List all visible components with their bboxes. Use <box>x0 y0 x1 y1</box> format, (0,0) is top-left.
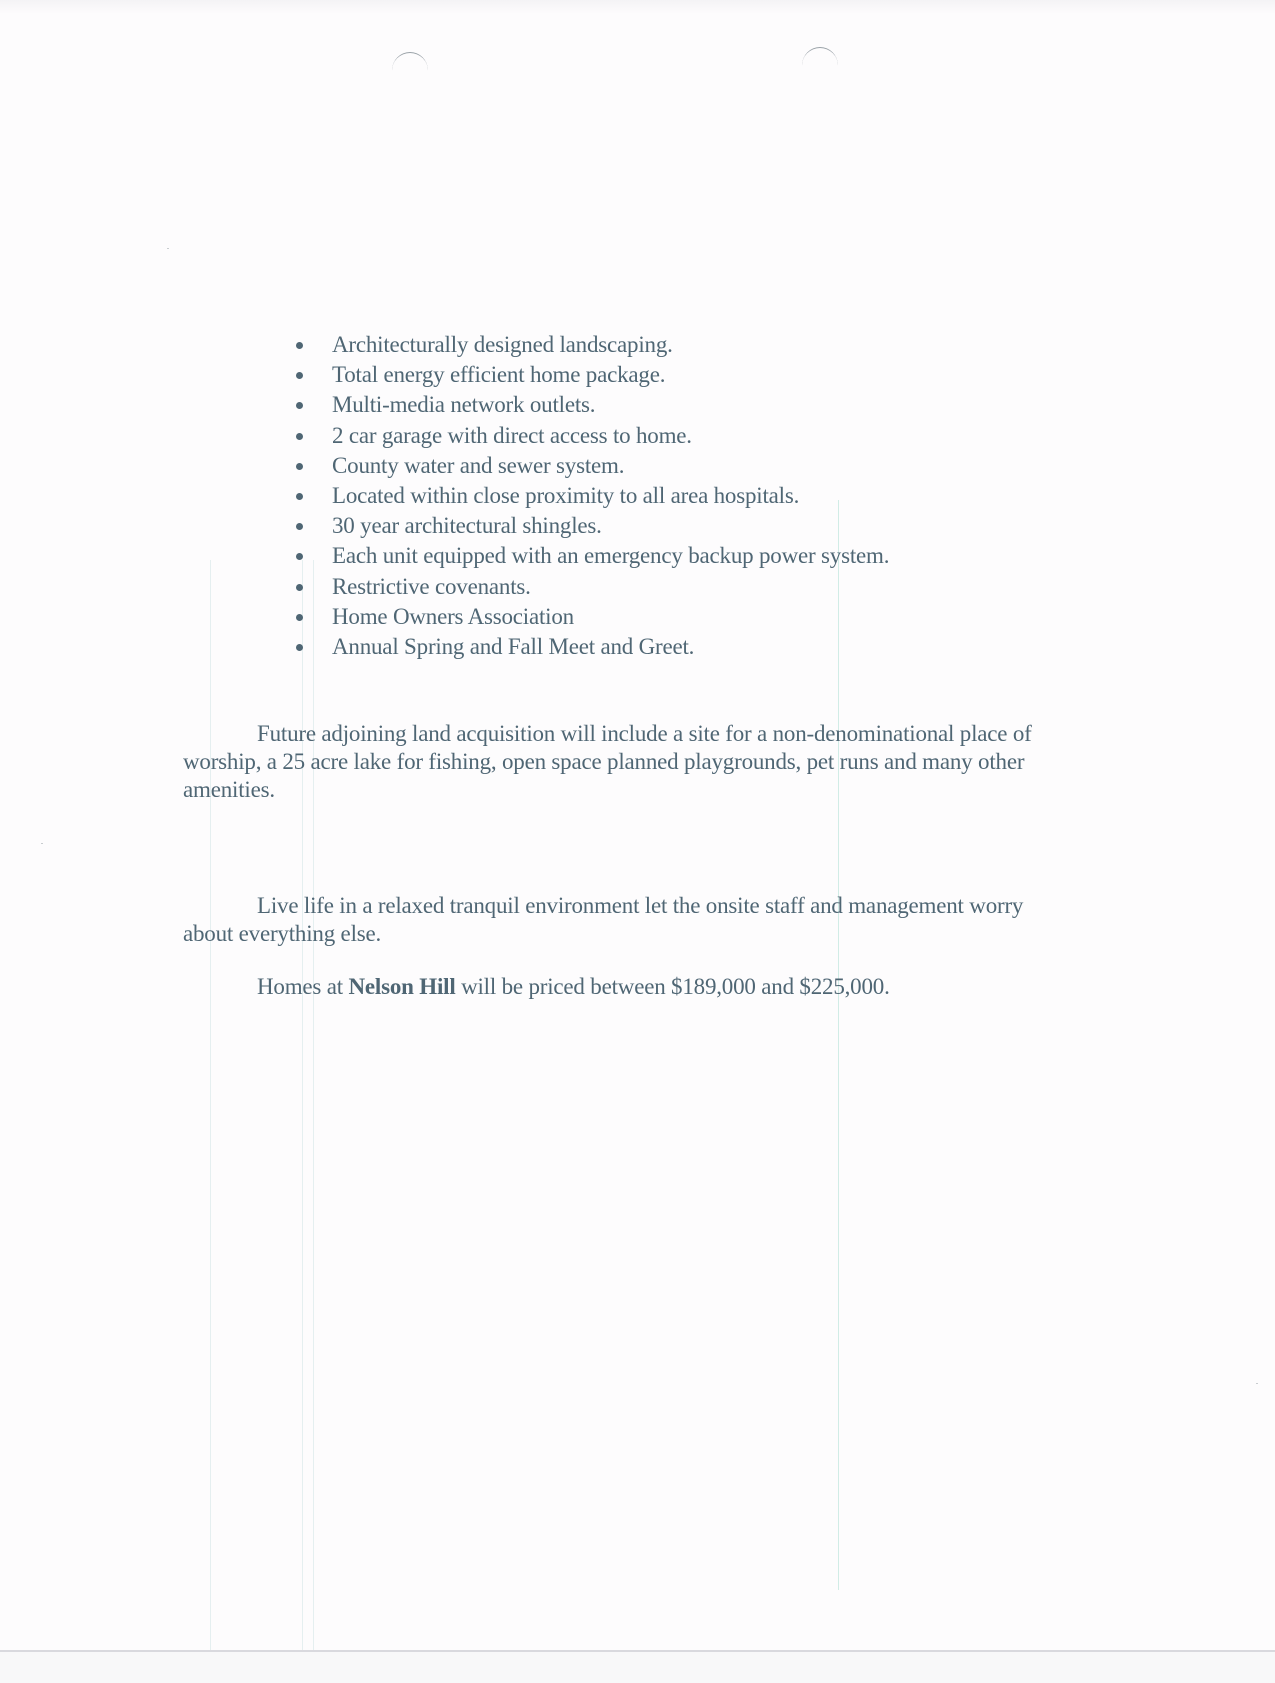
bullet-icon <box>296 433 303 440</box>
pricing-text-after: will be priced between $189,000 and $225,000. <box>455 974 890 1000</box>
feature-list-item <box>296 390 1063 420</box>
feature-text: County water and sewer system. <box>332 452 625 478</box>
bullet-icon <box>296 553 303 560</box>
feature-text: Each unit equipped with an emergency backup power system. <box>332 543 890 569</box>
feature-list-item <box>296 541 1063 571</box>
features-list <box>296 330 1063 662</box>
bullet-icon <box>296 493 303 500</box>
feature-text: Located within close proximity to all area hospitals. <box>332 482 800 508</box>
scan-speck <box>41 843 43 844</box>
punch-hole-mark <box>392 52 428 89</box>
feature-text: Restrictive covenants. <box>332 573 531 599</box>
page-top-edge <box>0 0 1275 14</box>
feature-text: 2 car garage with direct access to home. <box>332 422 692 448</box>
feature-text: Home Owners Association <box>332 603 574 629</box>
bullet-icon <box>296 372 303 379</box>
community-name: Nelson Hill <box>348 974 456 1000</box>
feature-list-item <box>296 511 1063 541</box>
bullet-icon <box>296 402 303 409</box>
feature-list-item <box>296 572 1063 602</box>
future-acquisition-paragraph: Future adjoining land acquisition will include a site for a non-denominational place of worship, a 25 acre lake for fishing, open space planned playgrounds, pet runs and many other amenities. <box>183 721 1032 803</box>
feature-list-item <box>296 421 1063 451</box>
bullet-icon <box>296 463 303 470</box>
scan-speck <box>1256 1383 1258 1384</box>
feature-text: Multi-media network outlets. <box>332 392 596 418</box>
feature-list-item <box>296 481 1063 511</box>
feature-list-item <box>296 451 1063 481</box>
pricing-paragraph <box>183 973 1063 1001</box>
feature-list-item <box>296 632 1063 662</box>
pricing-text-before: Homes at <box>257 974 349 1000</box>
bullet-icon <box>296 644 303 651</box>
feature-text: Architecturally designed landscaping. <box>332 332 673 357</box>
bullet-icon <box>296 614 303 621</box>
feature-text: 30 year architectural shingles. <box>332 513 602 539</box>
feature-list-item <box>296 602 1063 632</box>
bullet-icon <box>296 584 303 591</box>
bullet-icon <box>296 342 303 349</box>
punch-hole-mark <box>802 47 838 84</box>
feature-text: Annual Spring and Fall Meet and Greet. <box>332 633 695 659</box>
feature-list-item <box>296 360 1063 390</box>
document-body <box>183 330 1063 1001</box>
scan-speck <box>167 248 169 249</box>
scanner-margin <box>0 1652 1275 1683</box>
bullet-icon <box>296 523 303 530</box>
relaxed-living-paragraph: Live life in a relaxed tranquil environment let the onsite staff and management worry about everything else. <box>183 893 1024 947</box>
feature-text: Total energy efficient home package. <box>332 362 666 388</box>
feature-list-item <box>296 330 1063 360</box>
